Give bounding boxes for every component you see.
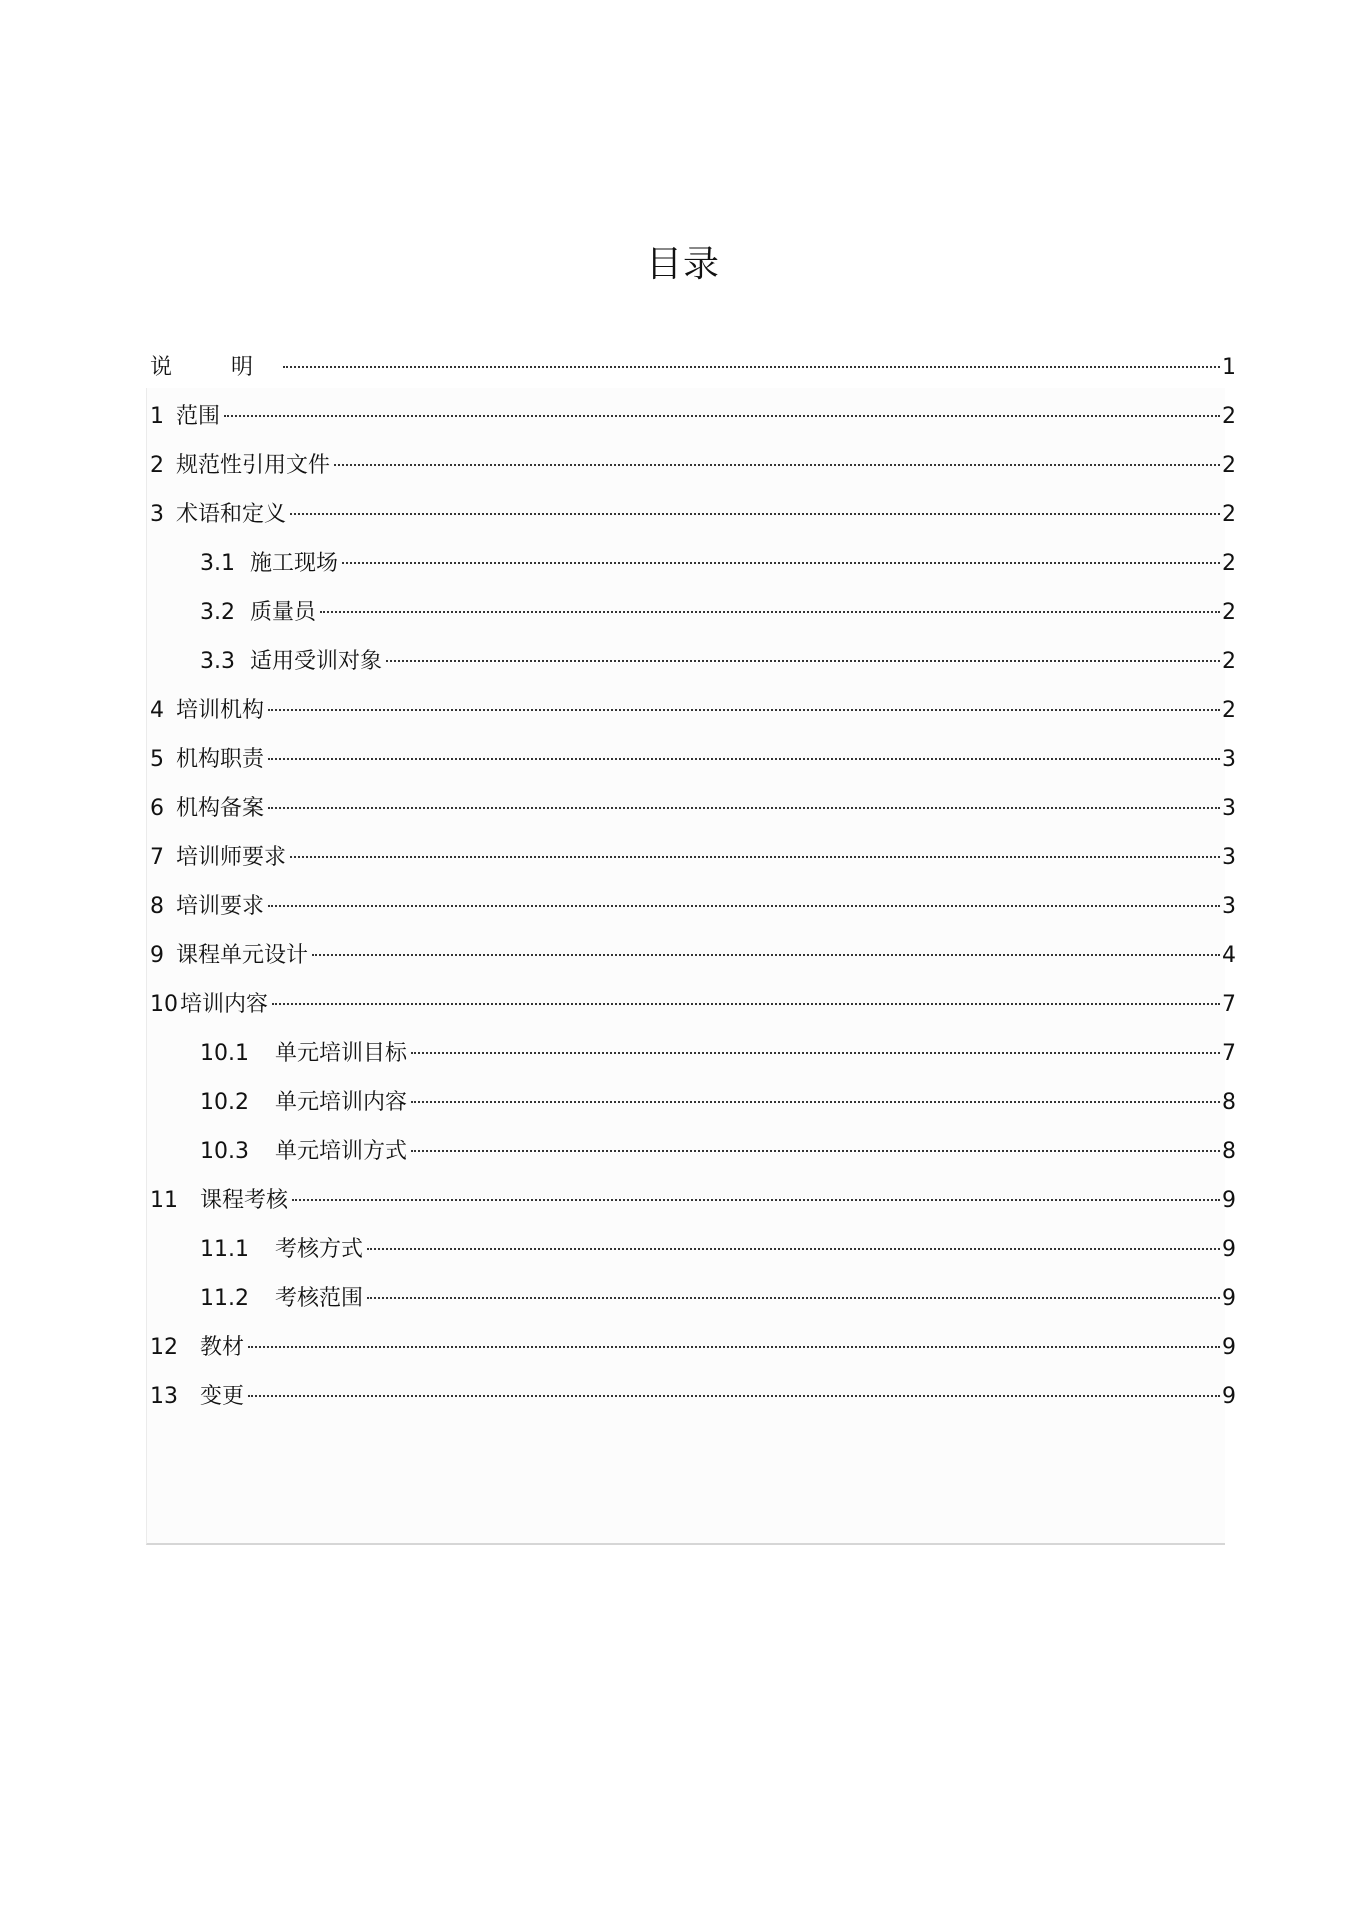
- toc-entry-text: 培训师要求: [176, 845, 287, 870]
- toc-entry-number: 1: [150, 404, 164, 429]
- toc-entry-number: 11: [150, 1188, 178, 1213]
- toc-entry-label: [150, 1323, 244, 1372]
- toc-entry-number: 10: [150, 992, 178, 1017]
- toc-entry-text: 教材: [200, 1335, 245, 1360]
- toc-entry-11-2[interactable]: [150, 1274, 1236, 1323]
- toc-entry-label: [200, 1127, 407, 1176]
- toc-leader-dots: [268, 758, 1220, 760]
- toc-entry-text: 考核方式: [275, 1237, 364, 1262]
- table-of-contents: [150, 343, 1236, 1421]
- toc-entry-4[interactable]: [150, 686, 1236, 735]
- toc-entry-intro[interactable]: [150, 343, 1236, 392]
- toc-entry-text: 单元培训方式: [275, 1139, 408, 1164]
- toc-entry-label: [150, 1176, 288, 1225]
- toc-entry-number: 10.2: [200, 1090, 249, 1115]
- toc-leader-dots: [411, 1101, 1220, 1103]
- toc-leader-dots: [411, 1052, 1220, 1054]
- toc-entry-7[interactable]: [150, 833, 1236, 882]
- toc-leader-dots: [248, 1395, 1220, 1397]
- toc-entry-text: 质量员: [250, 600, 317, 625]
- toc-page-number: 9: [1222, 1237, 1236, 1262]
- toc-entry-number: 3.1: [200, 551, 235, 576]
- toc-entry-2[interactable]: [150, 441, 1236, 490]
- toc-entry-number: 11.1: [200, 1237, 249, 1262]
- toc-leader-dots: [268, 905, 1220, 907]
- toc-entry-11-1[interactable]: [150, 1225, 1236, 1274]
- toc-page-number: 9: [1222, 1188, 1236, 1213]
- toc-entry-number: 6: [150, 796, 164, 821]
- toc-entry-text: 机构职责: [176, 747, 265, 772]
- toc-page-number: 2: [1222, 502, 1236, 527]
- toc-entry-label: [150, 1372, 244, 1421]
- toc-entry-text: 单元培训目标: [275, 1041, 408, 1066]
- toc-page-number: 2: [1222, 551, 1236, 576]
- toc-entry-10-2[interactable]: [150, 1078, 1236, 1127]
- toc-page-number: 9: [1222, 1384, 1236, 1409]
- toc-leader-dots: [411, 1150, 1220, 1152]
- toc-entry-label: [200, 637, 382, 686]
- toc-entry-text: 规范性引用文件: [176, 453, 331, 478]
- toc-entry-text: 课程考核: [200, 1188, 289, 1213]
- toc-entry-number: 3.3: [200, 649, 235, 674]
- toc-entry-1[interactable]: [150, 392, 1236, 441]
- toc-leader-dots: [367, 1248, 1220, 1250]
- toc-entry-11[interactable]: [150, 1176, 1236, 1225]
- toc-entry-text: 适用受训对象: [250, 649, 383, 674]
- toc-page-number: 2: [1222, 404, 1236, 429]
- toc-page-number: 7: [1222, 1041, 1236, 1066]
- toc-entry-3-1[interactable]: [150, 539, 1236, 588]
- toc-leader-dots: [290, 856, 1220, 858]
- toc-leader-dots: [312, 954, 1220, 956]
- toc-entry-10-3[interactable]: [150, 1127, 1236, 1176]
- toc-leader-dots: [367, 1297, 1220, 1299]
- toc-leader-dots: [224, 415, 1220, 417]
- toc-entry-text: 单元培训内容: [275, 1090, 408, 1115]
- toc-page-number: 3: [1222, 845, 1236, 870]
- toc-entry-number: 3: [150, 502, 164, 527]
- toc-page-number: 4: [1222, 943, 1236, 968]
- toc-page-number: 3: [1222, 796, 1236, 821]
- toc-entry-3[interactable]: [150, 490, 1236, 539]
- toc-entry-label: [200, 1029, 407, 1078]
- toc-leader-dots: [320, 611, 1220, 613]
- toc-entry-8[interactable]: [150, 882, 1236, 931]
- toc-entry-number: 10.1: [200, 1041, 249, 1066]
- toc-entry-number: 11.2: [200, 1286, 249, 1311]
- toc-entry-10[interactable]: [150, 980, 1236, 1029]
- toc-leader-dots: [268, 709, 1220, 711]
- toc-page-number: 8: [1222, 1090, 1236, 1115]
- toc-entry-label: [150, 833, 286, 882]
- toc-page-number: 2: [1222, 649, 1236, 674]
- toc-entry-number: 4: [150, 698, 164, 723]
- toc-page-number: 7: [1222, 992, 1236, 1017]
- toc-leader-dots: [268, 807, 1220, 809]
- toc-entry-text: 培训要求: [176, 894, 265, 919]
- toc-entry-label: [200, 1225, 363, 1274]
- toc-entry-label: [150, 931, 308, 980]
- toc-entry-label: [200, 1078, 407, 1127]
- toc-entry-text: 培训机构: [176, 698, 265, 723]
- toc-leader-dots: [248, 1346, 1220, 1348]
- toc-leader-dots: [272, 1003, 1220, 1005]
- toc-entry-number: 9: [150, 943, 164, 968]
- toc-entry-6[interactable]: [150, 784, 1236, 833]
- toc-entry-3-3[interactable]: [150, 637, 1236, 686]
- toc-entry-number: 3.2: [200, 600, 235, 625]
- toc-entry-text: 机构备案: [176, 796, 265, 821]
- toc-entry-10-1[interactable]: [150, 1029, 1236, 1078]
- toc-entry-number: 12: [150, 1335, 178, 1360]
- toc-entry-text: 施工现场: [250, 551, 339, 576]
- toc-entry-text: 考核范围: [275, 1286, 364, 1311]
- toc-entry-number: 8: [150, 894, 164, 919]
- toc-entry-3-2[interactable]: [150, 588, 1236, 637]
- toc-leader-dots: [386, 660, 1220, 662]
- toc-entry-label: [150, 343, 279, 392]
- toc-entry-label: [200, 588, 316, 637]
- toc-entry-label: [200, 539, 338, 588]
- toc-entry-number: 2: [150, 453, 164, 478]
- toc-entry-number: 13: [150, 1384, 178, 1409]
- toc-page-number: 9: [1222, 1286, 1236, 1311]
- toc-entry-text: 培训内容: [180, 992, 269, 1017]
- toc-leader-dots: [342, 562, 1220, 564]
- toc-page-number: 9: [1222, 1335, 1236, 1360]
- toc-entry-label: [150, 784, 264, 833]
- toc-entry-label: [150, 980, 268, 1029]
- toc-entry-number: 7: [150, 845, 164, 870]
- toc-entry-5[interactable]: [150, 735, 1236, 784]
- toc-entry-12[interactable]: [150, 1323, 1236, 1372]
- toc-page-number: 2: [1222, 698, 1236, 723]
- toc-page-number: 3: [1222, 747, 1236, 772]
- toc-leader-dots: [292, 1199, 1220, 1201]
- toc-entry-label: [200, 1274, 363, 1323]
- toc-page-number: 3: [1222, 894, 1236, 919]
- toc-leader-dots: [334, 464, 1220, 466]
- toc-page-number: 8: [1222, 1139, 1236, 1164]
- toc-entry-9[interactable]: [150, 931, 1236, 980]
- toc-entry-label: [150, 735, 264, 784]
- toc-entry-label: [150, 441, 330, 490]
- toc-entry-label: [150, 392, 220, 441]
- toc-page-number: 1: [1222, 355, 1236, 380]
- toc-entry-label: [150, 686, 264, 735]
- page-title: 目录: [645, 244, 720, 285]
- toc-entry-number: 10.3: [200, 1139, 249, 1164]
- toc-page-number: 2: [1222, 453, 1236, 478]
- toc-entry-text: 说 明: [150, 355, 279, 380]
- toc-entry-number: 5: [150, 747, 164, 772]
- toc-entry-label: [150, 490, 286, 539]
- toc-entry-text: 范围: [176, 404, 221, 429]
- toc-leader-dots: [290, 513, 1220, 515]
- toc-entry-text: 变更: [200, 1384, 245, 1409]
- toc-entry-13[interactable]: [150, 1372, 1236, 1421]
- toc-leader-dots: [283, 366, 1220, 368]
- toc-entry-text: 课程单元设计: [176, 943, 309, 968]
- toc-page-number: 2: [1222, 600, 1236, 625]
- toc-entry-text: 术语和定义: [176, 502, 287, 527]
- toc-entry-label: [150, 882, 264, 931]
